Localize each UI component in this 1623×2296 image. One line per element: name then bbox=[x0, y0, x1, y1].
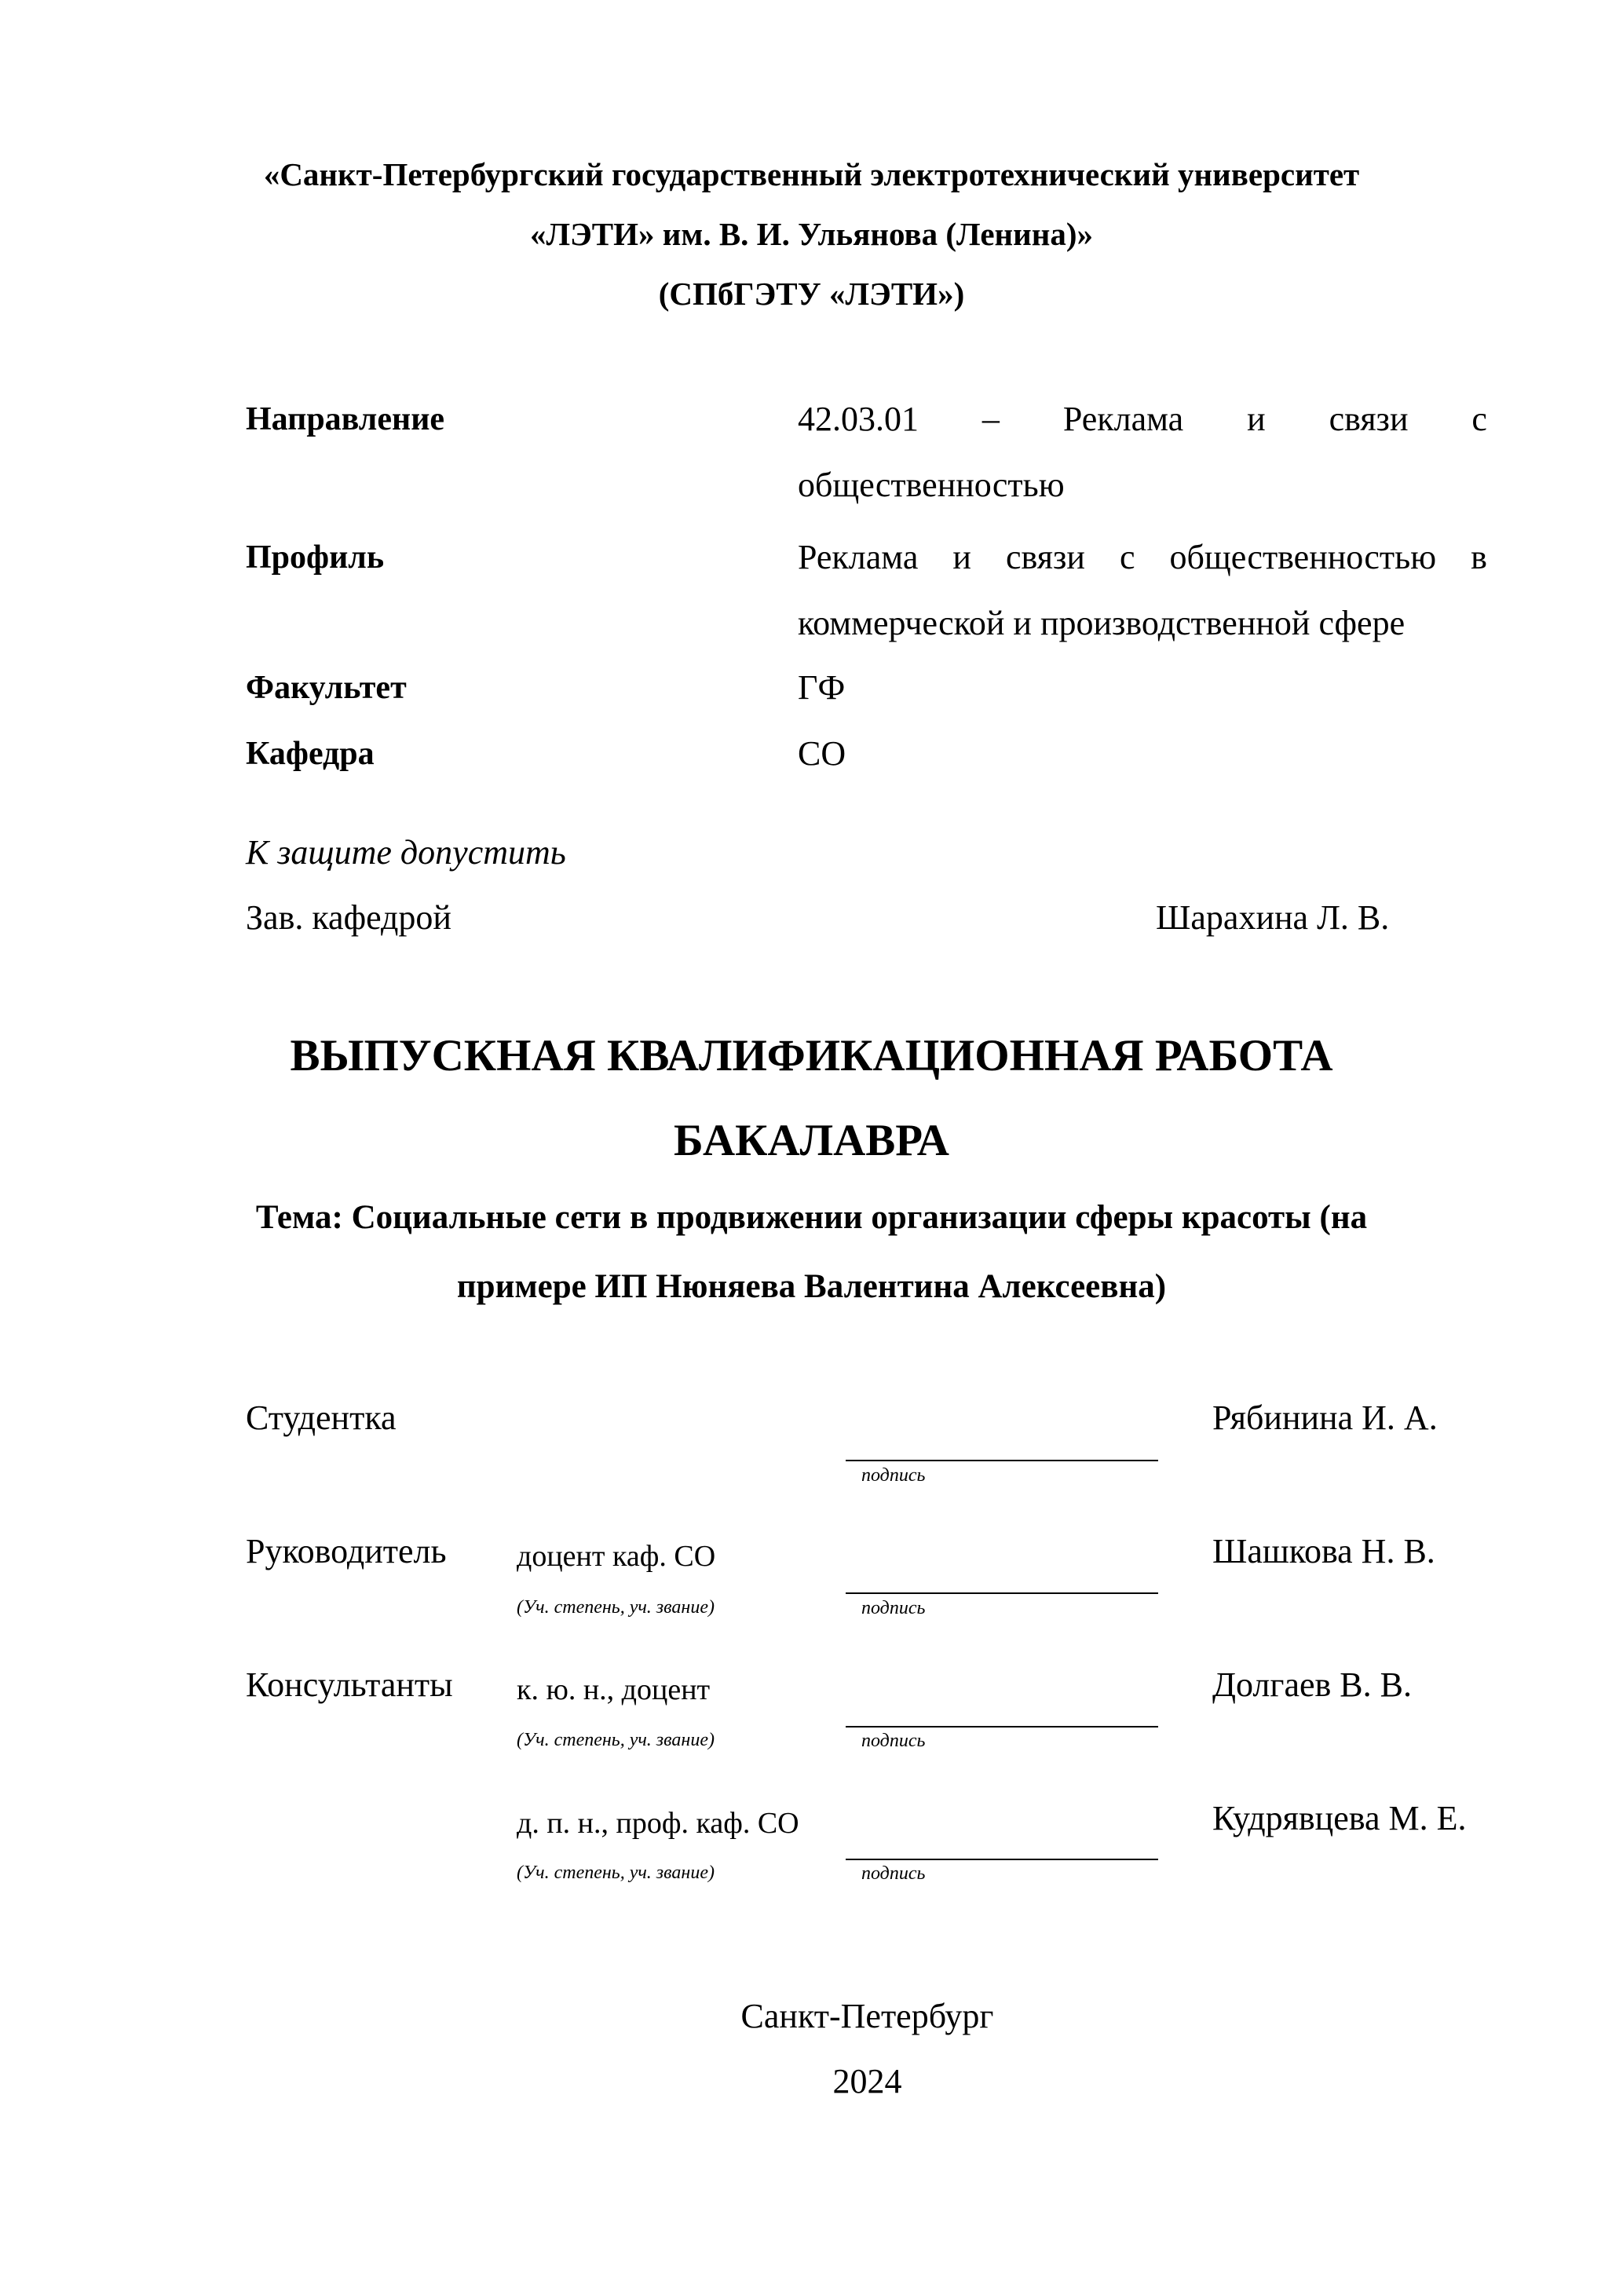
profile-word: общественностью bbox=[1169, 538, 1437, 576]
supervisor-role: Руководитель bbox=[246, 1532, 447, 1570]
admission-note: К защите допустить bbox=[246, 833, 566, 872]
supervisor-signature-caption: подпись bbox=[861, 1598, 926, 1618]
direction-word: с bbox=[1471, 400, 1487, 438]
profile-value-line1 bbox=[798, 537, 1487, 577]
direction-word: и bbox=[1247, 400, 1266, 438]
work-theme-line2: примере ИП Нюняева Валентина Алексеевна) bbox=[456, 1268, 1167, 1305]
supervisor-rank-caption: (Уч. степень, уч. звание) bbox=[517, 1597, 715, 1618]
direction-value-line2: общественностью bbox=[798, 466, 1065, 504]
faculty-label: Факультет bbox=[246, 670, 407, 706]
consultant1-rank: к. ю. н., доцент bbox=[517, 1673, 711, 1706]
department-label: Кафедра bbox=[246, 736, 375, 772]
supervisor-signature-line bbox=[846, 1592, 1158, 1594]
student-role: Студентка bbox=[246, 1398, 397, 1437]
university-name-line1: «Санкт-Петербургский государственный электротехнический университет bbox=[263, 156, 1360, 192]
profile-label: Профиль bbox=[246, 539, 385, 576]
direction-word: – bbox=[981, 400, 1000, 438]
consultant2-rank: д. п. н., проф. каф. СО bbox=[517, 1807, 799, 1840]
student-signature-caption: подпись bbox=[861, 1465, 926, 1486]
direction-word: 42.03.01 bbox=[798, 400, 919, 438]
work-title-line1: ВЫПУСКНАЯ КВАЛИФИКАЦИОННАЯ РАБОТА bbox=[290, 1031, 1333, 1080]
head-of-department-name: Шарахина Л. В. bbox=[1156, 898, 1390, 937]
profile-word: и bbox=[952, 538, 971, 576]
university-name-line2: «ЛЭТИ» им. В. И. Ульянова (Ленина)» bbox=[529, 216, 1094, 252]
direction-word: связи bbox=[1329, 400, 1409, 438]
work-theme-line1: Тема: Социальные сети в продвижении организации сферы красоты (на bbox=[255, 1199, 1368, 1236]
consultant1-name: Долгаев В. В. bbox=[1212, 1665, 1412, 1704]
student-name: Рябинина И. А. bbox=[1212, 1398, 1438, 1437]
faculty-value: ГФ bbox=[798, 668, 846, 707]
work-title-line2: БАКАЛАВРА bbox=[674, 1116, 949, 1165]
profile-word: в bbox=[1471, 538, 1487, 576]
direction-label: Направление bbox=[246, 401, 445, 437]
consultants-role: Консультанты bbox=[246, 1665, 453, 1704]
profile-word: Реклама bbox=[798, 538, 919, 576]
consultant1-signature-caption: подпись bbox=[861, 1731, 926, 1751]
student-signature-line bbox=[846, 1460, 1158, 1461]
supervisor-name: Шашкова Н. В. bbox=[1212, 1532, 1435, 1570]
footer-city: Санкт-Петербург bbox=[740, 1997, 994, 2035]
profile-word: с bbox=[1119, 538, 1135, 576]
consultant2-name: Кудрявцева М. Е. bbox=[1212, 1799, 1467, 1837]
consultant1-signature-line bbox=[846, 1726, 1158, 1727]
profile-word: связи bbox=[1006, 538, 1085, 576]
supervisor-rank: доцент каф. СО bbox=[517, 1540, 716, 1573]
department-value: СО bbox=[798, 734, 846, 773]
consultant2-signature-line bbox=[846, 1859, 1158, 1860]
footer-year: 2024 bbox=[832, 2062, 902, 2100]
direction-value-line1 bbox=[798, 399, 1487, 439]
consultant2-rank-caption: (Уч. степень, уч. звание) bbox=[517, 1863, 715, 1883]
profile-value-line2: коммерческой и производственной сфере bbox=[798, 604, 1406, 642]
university-abbreviation: (СПбГЭТУ «ЛЭТИ») bbox=[658, 276, 965, 312]
consultant1-rank-caption: (Уч. степень, уч. звание) bbox=[517, 1730, 715, 1750]
consultant2-signature-caption: подпись bbox=[861, 1863, 926, 1884]
direction-word: Реклама bbox=[1062, 400, 1184, 438]
head-of-department-label: Зав. кафедрой bbox=[246, 898, 451, 937]
